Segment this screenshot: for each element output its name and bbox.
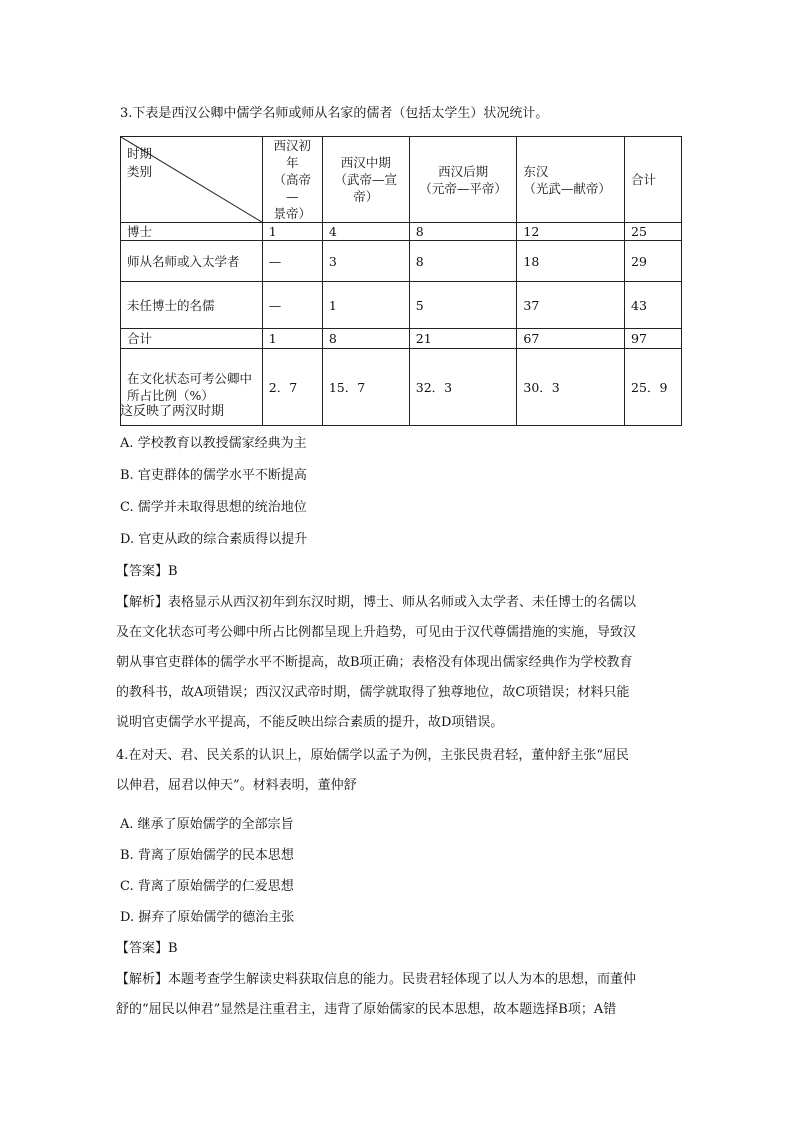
header-early-western-han: 西汉初年 （高帝— 景帝） <box>262 137 322 223</box>
table-cell: 4 <box>322 223 409 241</box>
corner-label-category: 类别 <box>127 164 153 179</box>
table-cell: 29 <box>625 241 682 282</box>
stem-line: 以伸君，屈君以伸天”。材料表明，董仲舒 <box>116 778 357 793</box>
header-late-western-han: 西汉后期 （元帝—平帝） <box>409 137 517 223</box>
q3-option-c: C. 儒学并未取得思想的统治地位 <box>120 500 307 515</box>
table-cell: — <box>262 241 322 282</box>
header-middle-western-han: 西汉中期 （武帝—宣 帝） <box>322 137 409 223</box>
row-label: 未任博士的名儒 <box>121 282 263 329</box>
question-3-stem: 3.下表是西汉公卿中儒学名师或师从名家的儒者（包括太学生）状况统计。 <box>120 106 549 121</box>
analysis-line: 【解析】本题考查学生解读史料获取信息的能力。民贵君轻体现了以人为本的思想，而董仲 <box>116 972 637 987</box>
table-cell: 3 <box>322 241 409 282</box>
table-cell: 1 <box>262 223 322 241</box>
corner-label-period: 时期 <box>127 146 153 161</box>
row-label: 合计 <box>121 329 263 349</box>
q4-option-a: A. 继承了原始儒学的全部宗旨 <box>120 817 294 832</box>
q3-analysis <box>116 588 686 738</box>
table-cell: 15．7 <box>322 349 409 426</box>
table-cell: 97 <box>625 329 682 349</box>
header-total: 合计 <box>625 137 682 223</box>
table-cell: 8 <box>322 329 409 349</box>
analysis-line: 【解析】表格显示从西汉初年到东汉时期，博士、师从名师或入太学者、未任博士的名儒以 <box>116 595 637 610</box>
q4-answer: 【答案】B <box>116 941 178 956</box>
row-label: 博士 <box>121 223 263 241</box>
row-label: 在文化状态可考公卿中所占比例（%） <box>121 349 263 426</box>
analysis-line: 及在文化状态可考公卿中所占比例都呈现上升趋势，可见由于汉代尊儒措施的实施，导致汉 <box>116 625 637 640</box>
table-cell: 32．3 <box>409 349 517 426</box>
table-cell: 2．7 <box>262 349 322 426</box>
table-cell: 1 <box>322 282 409 329</box>
q4-analysis <box>116 965 686 1025</box>
header-eastern-han: 东汉 （光武—献帝） <box>517 137 625 223</box>
analysis-line: 说明官吏儒学水平提高，不能反映出综合素质的提升，故D项错误。 <box>116 715 504 730</box>
table-cell: 37 <box>517 282 625 329</box>
q4-option-b: B. 背离了原始儒学的民本思想 <box>120 848 294 863</box>
analysis-line: 朝从事官吏群体的儒学水平不断提高，故B项正确；表格没有体现出儒家经典作为学校教育 <box>116 655 633 670</box>
table-cell: 8 <box>409 223 517 241</box>
q3-option-d: D. 官吏从政的综合素质得以提升 <box>120 532 308 547</box>
table-cell: 43 <box>625 282 682 329</box>
q3-option-b: B. 官吏群体的儒学水平不断提高 <box>120 468 307 483</box>
question-4-stem <box>116 741 686 801</box>
table-cell: 25 <box>625 223 682 241</box>
table-cell: 21 <box>409 329 517 349</box>
table-cell: 18 <box>517 241 625 282</box>
q3-answer: 【答案】B <box>116 564 178 579</box>
table-row <box>121 223 682 241</box>
table-header-row <box>121 137 682 223</box>
q4-option-c: C. 背离了原始儒学的仁爱思想 <box>120 879 294 894</box>
table-cell: 8 <box>409 241 517 282</box>
table-row <box>121 241 682 282</box>
table-cell: — <box>262 282 322 329</box>
q3-option-a: A. 学校教育以教授儒家经典为主 <box>120 436 307 451</box>
table-row <box>121 282 682 329</box>
analysis-line: 的教科书，故A项错误；西汉汉武帝时期，儒学就取得了独尊地位，故C项错误；材料只能 <box>116 685 630 700</box>
table-cell: 5 <box>409 282 517 329</box>
question-3-prompt: 这反映了两汉时期 <box>120 404 225 419</box>
table-row <box>121 329 682 349</box>
table-cell: 67 <box>517 329 625 349</box>
table-cell: 30．3 <box>517 349 625 426</box>
statistics-table <box>120 136 682 426</box>
row-label: 师从名师或入太学者 <box>121 241 263 282</box>
table-corner-cell <box>121 137 263 223</box>
table-cell: 25．9 <box>625 349 682 426</box>
analysis-line: 舒的“屈民以伸君”显然是注重君主，违背了原始儒家的民本思想，故本题选择B项；A错 <box>116 1002 617 1017</box>
table-cell: 12 <box>517 223 625 241</box>
table-cell: 1 <box>262 329 322 349</box>
q4-option-d: D. 摒弃了原始儒学的德治主张 <box>120 910 295 925</box>
stem-line: 4.在对天、君、民关系的认识上，原始儒学以孟子为例，主张民贵君轻，董仲舒主张“屈民 <box>116 748 630 763</box>
